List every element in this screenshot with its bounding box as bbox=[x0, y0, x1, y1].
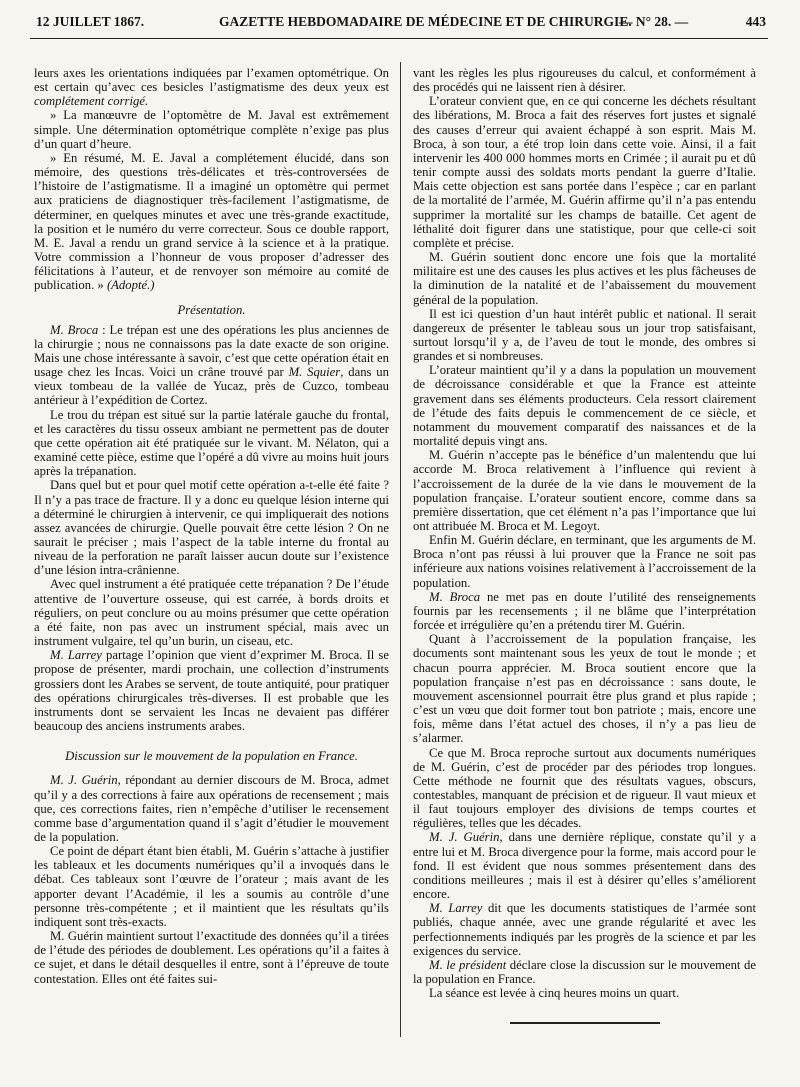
paragraph bbox=[413, 958, 756, 986]
paragraph-text: : Le trépan est une des opérations les plus anciennes de la chirurgie ; nous ne connaissons pas la date exacte de son origine. Mais une chose intéressante à savoir, c’est que cette opération était en usage chez les Incas. Voici un crâne trouvé par bbox=[34, 322, 389, 380]
header-issue-number: — N° 28. — bbox=[619, 14, 689, 29]
paragraph bbox=[34, 773, 389, 844]
paragraph: Le trou du trépan est situé sur la partie latérale gauche du frontal, et les caractères du tissu osseux ambiant ne permettent pas de douter que cette opération ait été pratiquée sur le vivant. M. Nélaton, qui a examiné cette pièce, estime que l’opéré a dû vivre au moins huit jours après la trépanation. bbox=[34, 407, 389, 479]
paragraph: Quant à l’accroissement de la population française, les documents sont maintenant sous les yeux de tout le monde ; et chacun pourra apprécier. M. Broca soutient encore que la population française n’est pas en décroissance : sans doute, le mouvement ascensionnel pourrait être plus grand et plus rapide ; c’est un vœu que doit former tout bon patriote ; mais, encore une fois, même dans l’état actuel des choses, il n’y a pas lieu de s’alarmer. bbox=[413, 632, 756, 746]
paragraph bbox=[413, 901, 756, 958]
paragraph bbox=[34, 151, 389, 293]
paragraph: Ce point de départ étant bien établi, M. Guérin s’attache à justifier les tableaux et les documents numériques qu’il a invoqués dans le débat. Ces tableaux sont l’œuvre de l’orateur ; mais avant de les apporter devant l’Académie, il les a soumis au contrôle d’une personne très-compétente ; et il maintient que les résultats qu’ils indiquent sont très-exacts. bbox=[34, 844, 389, 929]
paragraph-text: ne met pas en doute l’utilité des renseignements fournis par les recensements ; il ne blâme que l’interprétation forcée et irrégulière qu’en a prétendu tirer M. Guérin. bbox=[413, 589, 756, 633]
paragraph-text: , dans une dernière réplique, constate qu’il y a entre lui et M. Broca divergence pour la forme, mais accord pour le fond. Il est évident que nous sommes présentement dans des conditions meilleures ; mais il est à désirer qu’elles s’améliorent encore. bbox=[413, 830, 756, 902]
paragraph-text: , dans un vieux tombeau de la vallée de Yucaz, près de Cuzco, tombeau antérieur à l’expédition de Cortez. bbox=[34, 365, 389, 408]
header-date: 12 JUILLET 1867. bbox=[36, 14, 145, 29]
paragraph: L’orateur convient que, en ce qui concerne les déchets résultant des libérations, M. Broca a fait des réserves fort justes et signalé des causes d’erreur qui avaient échappé à son esprit. Mais M. Broca, à son tour, a été trop loin dans cette voie. Ainsi, il a fait intervenir les 400 000 hommes morts en Crimée ; il aurait pu et dû tenir compte aussi des soldats morts pendant la guerre d’Italie. Mais cette objection est sans portée dans l’espèce ; car en parlant de la mortalité de l’armée, M. Guérin affirme qu’il n’a pas entendu supprimer la mortalité sur les champs de bataille. Cet agent de léthalité doit figurer dans une statistique, pour que celle-ci soit complète et précise. bbox=[413, 94, 756, 250]
header-journal-title: GAZETTE HEBDOMADAIRE DE MÉDECINE ET DE CHIRURGIE. bbox=[219, 14, 632, 29]
speaker-name: M. J. Guérin bbox=[50, 773, 118, 788]
running-header bbox=[36, 14, 766, 36]
paragraph-text: dit que les documents statistiques de l’armée sont publiés, chaque année, avec une grande régularité et avec les perfectionnements indiqués par les progrès de la science et par les exigences du service. bbox=[413, 901, 756, 958]
speaker-name: M. le président bbox=[429, 957, 507, 972]
closing-line: La séance est levée à cinq heures moins un quart. bbox=[429, 986, 680, 1001]
speaker-name: M. Larrey bbox=[50, 648, 102, 663]
section-heading: Discussion sur le mouvement de la population en France. bbox=[65, 749, 358, 764]
section-heading: Présentation. bbox=[177, 302, 246, 317]
speaker-name: M. J. Guérin bbox=[429, 830, 500, 845]
speaker-name: M. Broca bbox=[50, 322, 99, 337]
speaker-name: M. Larrey bbox=[429, 901, 483, 916]
emphasis-text: (Adopté.) bbox=[106, 278, 155, 293]
header-rule bbox=[30, 38, 768, 39]
column-divider bbox=[400, 62, 401, 1037]
paragraph: Dans quel but et pour quel motif cette opération a-t-elle été faite ? Il n’y a pas trace de fracture. Il y a donc eu quelque lésion interne qui a déterminé le chirurgien à intervenir, ce qui impliquerait des notions assez avancées de chirurgie. Quelle pouvait être cette lésion ? On ne saurait le préciser ; mais l’aspect de la table interne du frontal au niveau de la perforation ne paraît laisser aucun doute sur l’existence d’une lésion intra-crânienne. bbox=[34, 478, 389, 578]
paragraph-text: » En résumé, M. E. Javal a complétement élucidé, dans son mémoire, des questions très-délicates et très-controversées de l’histoire de l’astigmatisme. Il a imaginé un optomètre qui permet aux praticiens de diagnostiquer très-facilement l’astigmatisme, de déterminer, en quelques minutes et avec une très-grande exactitude, la position et le numéro du verre correcteur. Sous ce double rapport, M. E. Javal a rendu un grand service à la science et à la pratique. Votre commission a l’honneur de vous proposer d’adresser des félicitations à l’auteur, et de renvoyer son mémoire au comité de publication. » bbox=[34, 150, 389, 293]
paragraph: M. Guérin maintient surtout l’exactitude des données qu’il a tirées de l’étude des périodes de doublement. Les opérations qu’il a faites à ce sujet, et dans le détail desquelles il entre, sont à l’épreuve de toute contestation. Elles ont été faites sui- bbox=[34, 929, 389, 986]
paragraph: Ce que M. Broca reproche surtout aux documents numériques de M. Guérin, c’est de procéder par des périodes trop longues. Cette méthode ne fournit que des résultats vagues, obscurs, contestables, manquant de précision et de rigueur. Il vaut mieux et il faut toujours employer des divisions de temps courtes et régulières, telles que les décades. bbox=[413, 745, 756, 831]
paragraph: L’orateur maintient qu’il y a dans la population un mouvement de décroissance considérable et que la France est atteinte gravement dans ses éléments producteurs. Cela ressort clairement de l’étude des faits depuis le commencement de ce siècle, et notamment du mouvement comparatif des naissances et de la mortalité depuis vingt ans. bbox=[413, 363, 756, 449]
emphasis-text: M. Squier bbox=[288, 365, 341, 380]
header-page-number: 443 bbox=[745, 14, 766, 29]
paragraph-text: partage l’opinion que vient d’exprimer M. Broca. Il se propose de présenter, mardi prochain, une collection d’instruments grossiers dont les Arabes se servent, de toute antiquité, pour pratiquer des opérations chirurgicales très-diverses. Il est probable que les instruments dont se servaient les Incas ne devaient pas différer beaucoup des anciens instruments arabes. bbox=[34, 648, 390, 734]
end-rule bbox=[510, 1022, 660, 1024]
paragraph: M. Guérin n’accepte pas le bénéfice d’un malentendu que lui accorde M. Broca relativement à l’influence qui revient à l’accroissement de la durée de la vie dans le mouvement de la population française. L’orateur soutient encore, comme dans sa première dissertation, que cet élément n’a pas l’importance que lui ont attribuée M. Broca et M. Legoyt. bbox=[413, 448, 756, 533]
right-column bbox=[413, 66, 756, 1024]
paragraph bbox=[34, 648, 389, 733]
paragraph: M. Guérin soutient donc encore une fois que la mortalité militaire est une des causes les plus actives et les plus fâcheuses de la diminution de la natalité et de l’abaissement du mouvement général de la population. bbox=[413, 250, 756, 307]
paragraph bbox=[34, 66, 389, 108]
paragraph: vant les règles les plus rigoureuses du calcul, et conformément à des procédés qui ne laissent rien à désirer. bbox=[413, 66, 756, 95]
paragraph bbox=[413, 590, 756, 632]
paragraph bbox=[34, 323, 389, 408]
speaker-name: M. Broca bbox=[429, 589, 481, 604]
paragraph-text: déclare close la discussion sur le mouvement de la population en France. bbox=[413, 957, 756, 986]
paragraph: » La manœuvre de l’optomètre de M. Javal est extrêmement simple. Une détermination optométrique complète n’exige pas plus d’un quart d’heure. bbox=[34, 108, 389, 151]
paragraph: Avec quel instrument a été pratiquée cette trépanation ? De l’étude attentive de l’ouverture osseuse, qui est carrée, à bords droits et réguliers, on peut conclure ou au moins présumer que cette opération a été faite, non pas avec un instrument spécial, mais avec un instrument vulgaire, tel qu’un burin, un ciseau, etc. bbox=[34, 577, 389, 649]
paragraph-text: , répondant au dernier discours de M. Broca, admet qu’il y a des corrections à faire aux opérations de recensement ; mais que, ces corrections faites, rien n’empêche d’utiliser le recensement comme base d’argumentation quand il s’agit d’étudier le mouvement de la population. bbox=[34, 773, 389, 844]
paragraph bbox=[413, 830, 756, 901]
paragraph-text: leurs axes les orientations indiquées par l’examen optométrique. On est certain qu’avec ces besicles l’astigmatisme des deux yeux est bbox=[34, 66, 389, 95]
left-column bbox=[34, 66, 389, 986]
emphasis-text: complétement corrigé. bbox=[34, 94, 149, 109]
paragraph: Il est ici question d’un haut intérêt public et national. Il serait dangereux de présenter le tableau sous un jour trop satisfaisant, surtout lorsqu’il y a, de l’aveu de tout le monde, des ombres si grandes et si nombreuses. bbox=[413, 306, 756, 364]
paragraph: Enfin M. Guérin déclare, en terminant, que les arguments de M. Broca n’ont pas réussi à lui prouver que la France ne soit pas inférieure aux nations voisines relativement à l’accroissement de la population. bbox=[413, 533, 756, 590]
